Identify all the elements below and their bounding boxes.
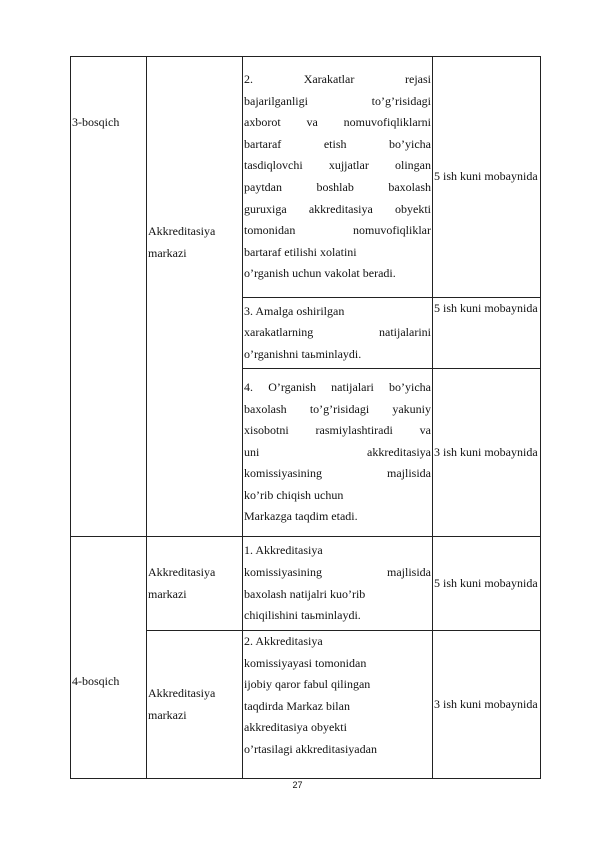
desc-line: guruxiga akkreditasiya obyekti <box>244 201 431 216</box>
org-label: Akkreditasiya markazi <box>148 564 216 601</box>
desc-line: xarakatlarning natijalarini <box>244 325 431 340</box>
stage-label: 3-bosqich <box>72 115 120 129</box>
table-row <box>71 537 541 631</box>
desc-line: bartaraf etilishi xolatini <box>244 244 357 259</box>
desc-line: o’rganish uchun vakolat beradi. <box>244 266 396 281</box>
stage-label: 4-bosqich <box>72 674 120 688</box>
desc-line: akkreditasiya obyekti <box>244 720 347 735</box>
desc-line: baxolash natijalri kuo’rib <box>244 586 366 601</box>
term-label: 3 ish kuni mobaynida <box>434 444 538 459</box>
org-cell <box>147 631 243 779</box>
desc-line: 2. Xarakatlar rejasi <box>244 72 431 87</box>
table-row <box>71 57 541 298</box>
desc-line: ko’rib chiqish uchun <box>244 487 344 502</box>
desc-line: ijobiy qaror fabul qilingan <box>244 677 371 692</box>
desc-line: 4. O’rganish natijalari bo’yicha <box>244 379 431 394</box>
org-label: Akkreditasiya markazi <box>148 685 216 722</box>
desc-line: bartaraf etish bo’yicha <box>244 136 431 151</box>
desc-line: Markazga taqdim etadi. <box>244 509 358 524</box>
desc-line: o’rtasilagi akkreditasiyadan <box>244 741 377 756</box>
task-description <box>243 537 433 631</box>
task-description <box>243 369 433 537</box>
desc-line: tomonidan nomuvofiqliklar <box>244 223 431 238</box>
term-label: 5 ish kuni mobaynida <box>434 575 538 590</box>
org-label: Akkreditasiya markazi <box>148 224 216 260</box>
page-number: 27 <box>292 780 303 790</box>
term-cell <box>433 298 541 369</box>
desc-line: baxolash to’g’risidagi yakuniy <box>244 401 431 416</box>
term-label: 5 ish kuni mobaynida <box>434 301 538 315</box>
desc-line: 3. Amalga oshirilgan <box>244 303 345 318</box>
term-cell <box>433 57 541 298</box>
accreditation-steps-table <box>70 56 541 779</box>
org-cell <box>147 57 243 537</box>
desc-line: 2. Akkreditasiya <box>244 634 323 648</box>
desc-line: komissiyayasi tomonidan <box>244 655 367 670</box>
desc-line: xisobotni rasmiylashtiradi va <box>244 423 431 438</box>
stage-cell <box>71 537 147 779</box>
desc-line: paytdan boshlab baxolash <box>244 180 431 194</box>
desc-line: komissiyasining majlisida <box>244 564 431 579</box>
term-cell <box>433 369 541 537</box>
task-description <box>243 57 433 298</box>
term-label: 5 ish kuni mobaynida <box>434 169 538 184</box>
term-cell <box>433 631 541 779</box>
desc-line: o’rganishni taьminlaydi. <box>244 346 362 361</box>
stage-cell <box>71 57 147 537</box>
desc-line: tasdiqlovchi xujjatlar olingan <box>244 158 431 173</box>
desc-line: axborot va nomuvofiqliklarni <box>244 115 431 130</box>
desc-line: uni akkreditasiya <box>244 444 431 459</box>
desc-line: komissiyasining majlisida <box>244 466 431 481</box>
desc-line: taqdirda Markaz bilan <box>244 698 350 713</box>
term-label: 3 ish kuni mobaynida <box>434 696 538 711</box>
desc-line: chiqilishini taьminlaydi. <box>244 608 361 623</box>
desc-line: 1. Akkreditasiya <box>244 543 323 558</box>
task-description <box>243 631 433 779</box>
term-cell <box>433 537 541 631</box>
task-description <box>243 298 433 369</box>
org-cell <box>147 537 243 631</box>
desc-line: bajarilganligi to’g’risidagi <box>244 93 431 108</box>
